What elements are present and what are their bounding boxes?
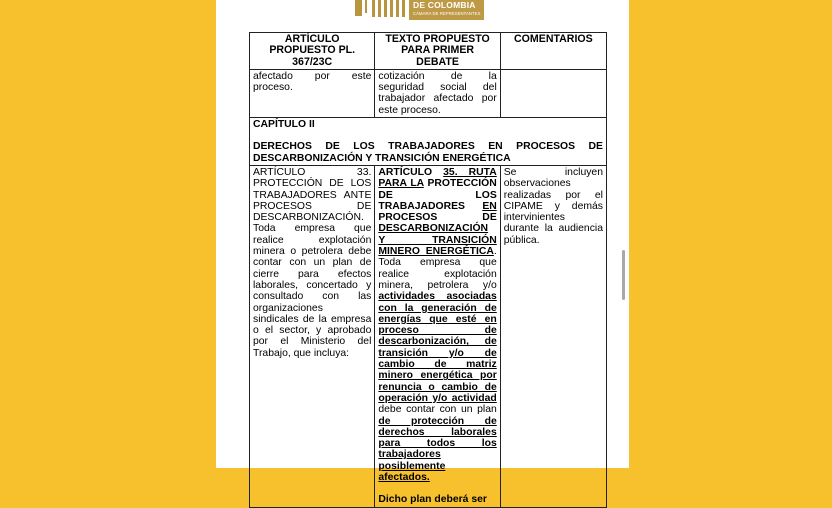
logo-text-box [409, 0, 484, 20]
row1-col1: afectado por este proceso. [250, 69, 375, 117]
row2-col1 [250, 165, 375, 507]
article-35-label: ARTÍCULO [378, 166, 444, 178]
chapter-title: DERECHOS DE LOS TRABAJADORES EN PROCESOS DE DESCARBONIZACIÓN Y TRANSICIÓN ENERGÉTICA [253, 141, 603, 164]
article-35-heading-a: PROTECCIÓN DE LOS TRABAJADORES [378, 178, 497, 212]
row2-col2 [375, 165, 500, 507]
article-35-heading-b: PROCESOS DE [378, 212, 497, 224]
row2-col3: Se incluyen observaciones realizadas por el CIPAME y demás intervinientes durante la audiencia pública. [500, 165, 606, 507]
chapter-row [250, 118, 607, 166]
logo-columns-icon [355, 0, 405, 17]
article-33-heading: ARTÍCULO 33. PROTECCIÓN DE LOS TRABAJADORES ANTE PROCESOS DE DESCARBONIZACIÓN. [253, 166, 372, 224]
article-35-heading-c: DESCARBONIZACIÓN Y TRANSICIÓN MINERO ENERGÉTICA [378, 223, 497, 258]
row1-col2: cotización de la seguridad social del trabajador afectado por este proceso. [375, 69, 500, 117]
row1-col3 [500, 69, 606, 117]
comparison-table [249, 32, 607, 508]
article-35-body-d: de protección de derechos laborales para todos los trabajadores posiblemente afectados. [378, 415, 497, 483]
article-35-body-b: actividades asociadas con la generación de energías que esté en proceso de descarbonización, de transición y/o de cambio de matriz minero energética por renuncia o cambio de operación y/o actividad [378, 291, 497, 404]
article-35-body-c: debe contar con un plan [378, 404, 497, 416]
article-35-number: 35. RUTA PARA LA [378, 166, 497, 190]
camara-logo [355, 0, 506, 20]
chapter-cell [250, 118, 607, 166]
document-page [216, 0, 629, 506]
article-35-heading-en: EN [482, 200, 497, 212]
article-35-body-a: . Toda empresa que realice explotación minera, petrolera y/o [378, 246, 497, 291]
article-33-body: Toda empresa que realice explotación minera o petrolera debe contar con un plan de cierre para efectos laborales, concertado y consultado con las organizaciones sindicales de la empresa o el sector, y aprobado por el Ministerio del Trabajo, que incluya: [253, 223, 372, 359]
table-header-row [250, 33, 607, 70]
logo-line2: CÁMARA DE REPRESENTANTES [413, 11, 481, 16]
header-comentarios: COMENTARIOS [500, 33, 606, 70]
article-35-next-paragraph: Dicho plan deberá ser [378, 494, 487, 506]
logo-line1: DE COLOMBIA [413, 0, 476, 10]
chapter-number: CAPÍTULO II [253, 119, 315, 131]
header-texto-propuesto: TEXTO PROPUESTO PARA PRIMER DEBATE [375, 33, 500, 70]
table-row [250, 69, 607, 117]
header-articulo-propuesto: ARTÍCULO PROPUESTO PL. 367/23C [250, 33, 375, 70]
table-row [250, 165, 607, 507]
vertical-scrollbar[interactable] [622, 250, 625, 300]
